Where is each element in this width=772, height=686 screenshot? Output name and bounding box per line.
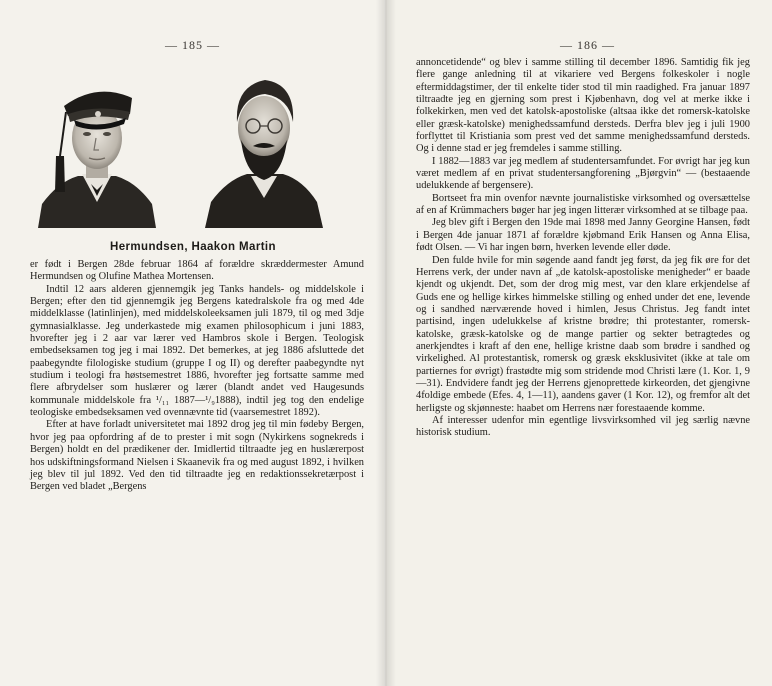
left-page-text: [30, 259, 364, 494]
biography-caption: Hermundsen, Haakon Martin: [110, 241, 276, 253]
paragraph: I 1882—1883 var jeg medlem af studentersamfundet. For øvrigt har jeg kun været medlem af en privat studentersangforening „Bjørgvin“ — (bestaaende udelukkende af bergensere).: [416, 155, 750, 192]
paragraph: Indtil 12 aars alderen gjennemgik jeg Tanks handels- og middelskole i Bergen; efter den tid gjennemgik jeg Bergens katedralskole fra og med 4de middelklasse (latinlinjen), med middelskoleeksamen juli 1879, til og med 3dje gymnasialklasse. Jeg underkastede mig examen philosophicum i juni 1883, hvorefter jeg i 2 aar var lærer ved Hambros skole i Bergen. Teologisk embedseksamen tog jeg i mai 1892. Det bemerkes, at jeg 1886 afsluttede det paabegyndte filologiske studium (gruppe I og II) og derefter paabegyndte nyt studium i teologi fra høstsemestret 1886, hvorefter jeg fortsatte samme med flere afbrydelser som huslærer og lærer (blandt andet ved Haugesunds kommunale middelskole fra ¹/₁₁ 1887—¹/₉1888), indtil jeg tog den endelige teologiske embedseksamen ved ovennævnte tid (vaarsemestret 1892).: [30, 283, 364, 419]
paragraph: Bortseet fra min ovenfor nævnte journalistiske virksomhed og oversættelse af en af Krümmachers bøger har jeg ingen litterær virksomhed at se tilbage paa.: [416, 192, 750, 217]
portrait-young-man-student-cap: [38, 64, 156, 228]
book-gutter-shadow: [376, 0, 396, 686]
right-page-text: [416, 57, 750, 440]
portrait-bearded-man-glasses: [205, 64, 323, 228]
paragraph: annoncetidende“ og blev i samme stilling til december 1896. Samtidig fik jeg flere gange anledning til at vikariere ved Bergens folkeskoler i nogle eftermiddagstimer, der til enkelte tider stod til min raadighed. Fra januar 1897 tiltraadte jeg en gjerning som prest i Kjøbenhavn, dog vel at merke ikke i folkekirken, men ved det katolsk-apostoliske (altsaa ikke det romersk-katolske eller græsk-katolske) menighedssamfund dersteds. Derfra blev jeg i juli 1900 forflyttet til Kristiania som prest ved det samme menighedssamfund dersteds. Og i denne stad er jeg fremdeles i samme stilling.: [416, 57, 750, 155]
paragraph: er født i Bergen 28de februar 1864 af forældre skræddermester Amund Hermundsen og Olufine Mathea Mortensen.: [30, 259, 364, 283]
paragraph: Jeg blev gift i Bergen den 19de mai 1898 med Janny Georgine Hansen, født i Bergen 4de januar 1871 af forældre kjøbmand Erik Hansen og Anna Elisa, født Olsen. — Vi har ingen børn, hverken levende eller døde.: [416, 217, 750, 254]
right-page: [386, 0, 772, 686]
paragraph: Af interesser udenfor min egentlige livsvirksomhed vil jeg særlig nævne historisk studium.: [416, 414, 750, 439]
page-number-185: — 185 —: [165, 38, 220, 52]
paragraph: Den fulde hvile for min søgende aand fandt jeg først, da jeg fik øre for det Herrens verk, der under navn af „de katolsk-apostoliske menigheder“ er baade kjendt og ukjendt. Det, som der drog mig mest, var den klare erkjendelse af Guds ene og hellige kirkes himmelske stilling og enhed under det ene, levende og i sandhed nærværende hoved i himlen, Jesus Christus. Jeg fandt intet partisind, ingen udelukkelse af kristne brødre; thi protestanter, romersk-katolske, græsk-katolske og de mange partier og sekter betragtedes og anerkjendtes i kraft af den ene, hellige kristne daab som brødre i sandhed og virkelighed. Al protestantisk, romersk og græsk eksklusivitet (ikke at tale om partiernes for øvrigt) frastødte mig som stridende mod Christi lære (1. Kor. 1, 9—31). Endvidere fandt jeg der Herrens gjenoprettede kirkeorden, det gjengivne 4foldige embede (Efes. 4, 1—11), aandens gaver (1 Kor. 12), og fremfor alt det herligste og skjønneste: haabet om Herrens nær forestaaende komme.: [416, 254, 750, 414]
paragraph: Efter at have forladt universitetet mai 1892 drog jeg til min fødeby Bergen, hvor jeg paa opfordring af de to prester i mit sogn (Nykirkens sognekreds i Bergen) holdt en del prædikener der. Imidlertid tiltraadte jeg en huslærerpost hos udskiftningsformand Nielsen i Skaanevik fra og med august 1892, i hvilken jeg blev til jul 1892. Ved den tid tiltraadte jeg en redaktionssekretærpost i Bergen ved bladet „Bergens: [30, 419, 364, 493]
page-number-186: — 186 —: [560, 38, 615, 52]
